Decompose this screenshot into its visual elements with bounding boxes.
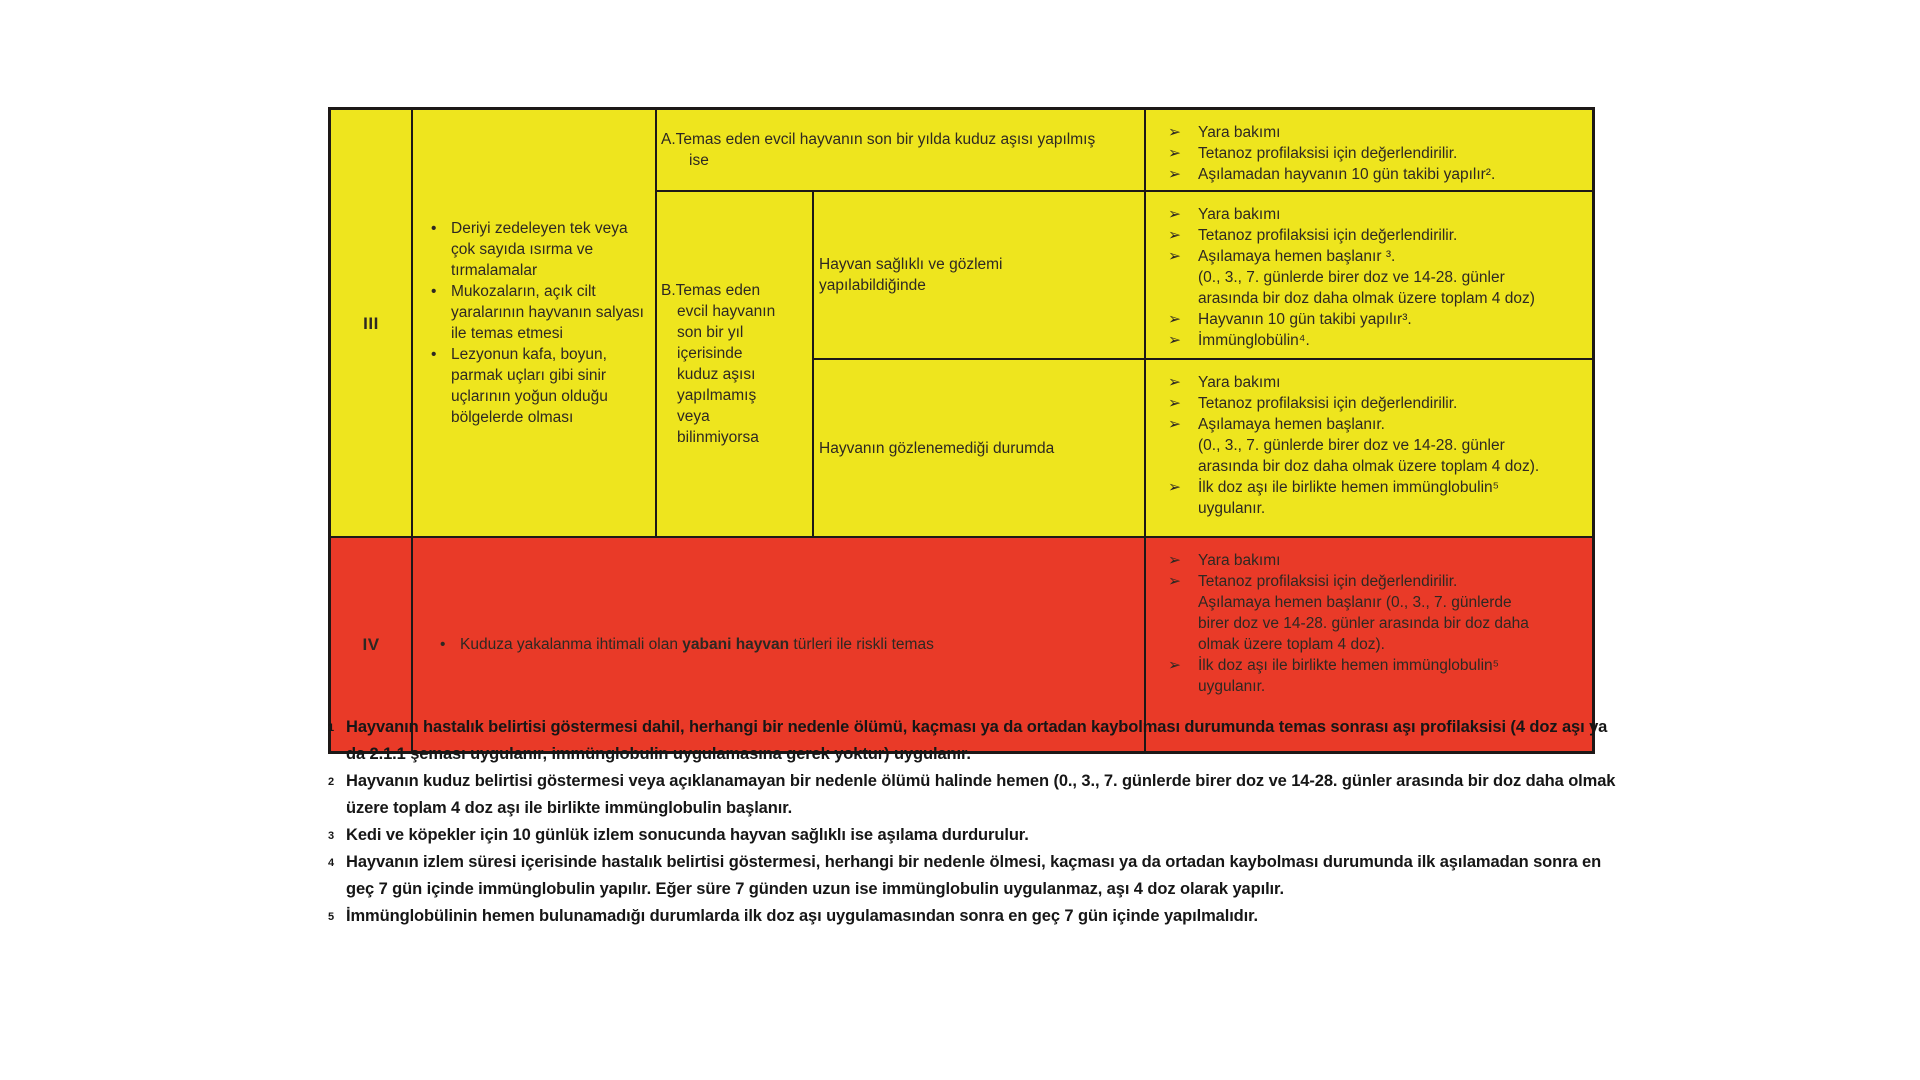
cell-result-case-a <box>1146 110 1592 190</box>
cell-category-iii <box>331 110 411 536</box>
cell-animal-unobservable <box>814 360 1144 536</box>
wound-text: Mukozaların, açık cilt yaralarının hayvanın salyası ile temas etmesi <box>451 283 644 342</box>
footnote <box>326 768 1618 822</box>
result-text: Aşılamaya hemen başlanır ³. <box>1198 248 1396 265</box>
wound-item <box>431 281 647 344</box>
result-item <box>1168 456 1584 477</box>
result-item <box>1168 634 1584 655</box>
result-item <box>1168 143 1584 164</box>
footnote <box>326 903 1618 930</box>
result-text: olmak üzere toplam 4 doz). <box>1198 636 1385 653</box>
bullet-icon: • <box>431 220 437 237</box>
result-text: Yara bakımı <box>1198 124 1281 141</box>
cell-case-b <box>657 192 812 536</box>
arrow-bullet-icon: ➢ <box>1168 552 1181 569</box>
wound-text: Lezyonun kafa, boyun, parmak uçları gibi sinir uçlarının yoğun olduğu bölgelerde olması <box>451 346 608 426</box>
footnote <box>326 822 1618 849</box>
footnote-text: İmmünglobülinin hemen bulunamadığı durumlarda ilk doz aşı uygulamasından sonra en geç 7 gün içinde yapılmalıdır. <box>346 907 1259 925</box>
result-item <box>1168 372 1584 393</box>
case-a-line: A.Temas eden evcil hayvanın son bir yılda kuduz aşısı yapılmış <box>661 131 1096 148</box>
result-item <box>1168 122 1584 143</box>
result-text: (0., 3., 7. günlerde birer doz ve 14-28. günler <box>1198 437 1505 454</box>
arrow-bullet-icon: ➢ <box>1168 124 1181 141</box>
result-text: arasında bir doz daha olmak üzere toplam 4 doz). <box>1198 458 1540 475</box>
footnote-number: 2 <box>328 776 335 788</box>
animal-healthy-line: Hayvan sağlıklı ve gözlemi <box>819 256 1003 273</box>
cell-result-unobservable <box>1146 360 1592 536</box>
cell-result-healthy <box>1146 192 1592 358</box>
result-text: uygulanır. <box>1198 678 1266 695</box>
case-iv-prefix: Kuduza yakalanma ihtimali olan <box>460 636 683 653</box>
bullet-icon: • <box>440 636 446 653</box>
result-text: İmmünglobülin⁴. <box>1198 332 1310 349</box>
case-b-line: bilinmiyorsa <box>677 429 759 446</box>
arrow-bullet-icon: ➢ <box>1168 332 1181 349</box>
cell-case-a <box>657 110 1144 190</box>
case-iv-line <box>440 634 1136 655</box>
result-text: İlk doz aşı ile birlikte hemen immünglobulin⁵ <box>1198 479 1500 496</box>
footnote-text: Kedi ve köpekler için 10 günlük izlem sonucunda hayvan sağlıklı ise aşılama durdurulur. <box>346 826 1029 844</box>
footnote-number: 4 <box>328 857 335 869</box>
case-a-line: ise <box>689 152 709 169</box>
result-text: Hayvanın 10 gün takibi yapılır³. <box>1198 311 1412 328</box>
result-item <box>1168 676 1584 697</box>
result-item <box>1168 393 1584 414</box>
result-item <box>1168 330 1584 351</box>
bullet-icon: • <box>431 346 437 363</box>
arrow-bullet-icon: ➢ <box>1168 166 1181 183</box>
rabies-exposure-table <box>328 107 1595 754</box>
result-item <box>1168 571 1584 592</box>
result-text: Yara bakımı <box>1198 374 1281 391</box>
footnote-number: 3 <box>328 830 335 842</box>
result-item <box>1168 550 1584 571</box>
result-item <box>1168 164 1584 185</box>
arrow-bullet-icon: ➢ <box>1168 374 1181 391</box>
result-text: Tetanoz profilaksisi için değerlendirilir. <box>1198 227 1458 244</box>
result-item <box>1168 246 1584 267</box>
arrow-bullet-icon: ➢ <box>1168 395 1181 412</box>
result-text: Tetanoz profilaksisi için değerlendirilir. <box>1198 395 1458 412</box>
animal-healthy-line: yapılabildiğinde <box>819 277 926 294</box>
result-text: Aşılamadan hayvanın 10 gün takibi yapılır². <box>1198 166 1496 183</box>
result-text: Aşılamaya hemen başlanır. <box>1198 416 1385 433</box>
case-iv-suffix: türleri ile riskli temas <box>789 636 934 653</box>
result-text: uygulanır. <box>1198 500 1266 517</box>
footnotes <box>326 714 1618 930</box>
result-item <box>1168 655 1584 676</box>
result-item <box>1168 592 1584 613</box>
footnote <box>326 714 1618 768</box>
wound-text: Deriyi zedeleyen tek veya çok sayıda ısırma ve tırmalamalar <box>451 220 628 279</box>
wound-item <box>431 344 647 428</box>
result-item <box>1168 414 1584 435</box>
footnote-number: 1 <box>328 722 335 734</box>
arrow-bullet-icon: ➢ <box>1168 657 1181 674</box>
result-text: (0., 3., 7. günlerde birer doz ve 14-28. günler <box>1198 269 1505 286</box>
arrow-bullet-icon: ➢ <box>1168 573 1181 590</box>
category-iii-label: III <box>363 313 379 333</box>
cell-wound-description <box>413 110 655 536</box>
arrow-bullet-icon: ➢ <box>1168 248 1181 265</box>
arrow-bullet-icon: ➢ <box>1168 311 1181 328</box>
footnote-text: Hayvanın hastalık belirtisi göstermesi dahil, herhangi bir nedenle ölümü, kaçması ya da ortadan kaybolması durumunda temas sonrası aşı profilaksisi (4 doz aşı ya da 2.1.1 şeması uygulanır, immünglobulin uygulamasına gerek yoktur) uygulanır. <box>346 718 1608 763</box>
result-item <box>1168 477 1584 498</box>
animal-unobservable-line: Hayvanın gözlenemediği durumda <box>819 439 1055 457</box>
arrow-bullet-icon: ➢ <box>1168 416 1181 433</box>
case-b-line: kuduz aşısı <box>677 366 756 383</box>
result-item <box>1168 309 1584 330</box>
result-item <box>1168 225 1584 246</box>
wound-item <box>431 218 647 281</box>
arrow-bullet-icon: ➢ <box>1168 206 1181 223</box>
result-text: İlk doz aşı ile birlikte hemen immünglobulin⁵ <box>1198 657 1500 674</box>
footnote-number: 5 <box>328 911 335 923</box>
result-item <box>1168 435 1584 456</box>
result-text: Yara bakımı <box>1198 206 1281 223</box>
arrow-bullet-icon: ➢ <box>1168 145 1181 162</box>
footnote-text: Hayvanın kuduz belirtisi göstermesi veya açıklanamayan bir nedenle ölümü halinde hemen (0., 3., 7. günlerde birer doz ve 14-28. günler arasında bir doz daha olmak üzere toplam 4 doz aşı ile birlikte immünglobulin başlanır. <box>346 772 1616 817</box>
footnote <box>326 849 1618 903</box>
result-item <box>1168 613 1584 634</box>
result-item <box>1168 288 1584 309</box>
result-text: arasında bir doz daha olmak üzere toplam 4 doz) <box>1198 290 1535 307</box>
bullet-icon: • <box>431 283 437 300</box>
case-b-line: B.Temas eden <box>661 282 761 299</box>
case-b-line: içerisinde <box>677 345 743 362</box>
case-b-line: evcil hayvanın <box>677 303 776 320</box>
result-text: Yara bakımı <box>1198 552 1281 569</box>
result-item <box>1168 267 1584 288</box>
result-text: Tetanoz profilaksisi için değerlendirilir. <box>1198 145 1458 162</box>
footnote-text: Hayvanın izlem süresi içerisinde hastalık belirtisi göstermesi, herhangi bir nedenle ölmesi, kaçması ya da ortadan kaybolması durumunda ilk aşılamadan sonra en geç 7 gün içinde immünglobulin yapılır. Eğer süre 7 günden uzun ise immünglobulin uygulanmaz, aşı 4 doz olarak yapılır. <box>346 853 1602 898</box>
case-iv-bold-text: yabani hayvan <box>682 636 790 653</box>
arrow-bullet-icon: ➢ <box>1168 479 1181 496</box>
cell-animal-healthy <box>814 192 1144 358</box>
case-b-line: yapılmamış <box>677 387 757 404</box>
result-text: birer doz ve 14-28. günler arasında bir doz daha <box>1198 615 1529 632</box>
case-b-line: veya <box>677 408 710 425</box>
result-text: Aşılamaya hemen başlanır (0., 3., 7. günlerde <box>1198 594 1512 611</box>
result-item <box>1168 498 1584 519</box>
result-text: Tetanoz profilaksisi için değerlendirilir. <box>1198 573 1458 590</box>
result-item <box>1168 204 1584 225</box>
case-b-line: son bir yıl <box>677 324 744 341</box>
arrow-bullet-icon: ➢ <box>1168 227 1181 244</box>
category-iv-label: IV <box>362 635 380 654</box>
